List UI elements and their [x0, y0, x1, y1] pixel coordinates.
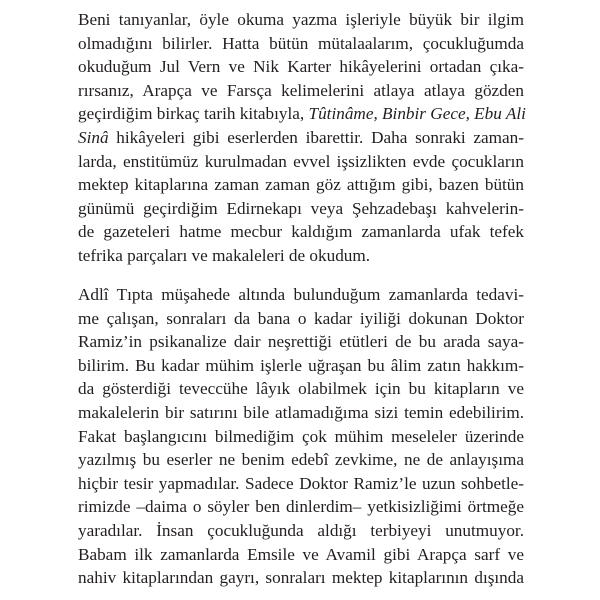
- italic-title-text: Tûtinâme, Binbir Gece, Ebu Ali: [308, 104, 526, 124]
- text-line: Babam ilk zamanlarda Emsile ve Avamil gibi Arapça sarf ve: [78, 544, 524, 564]
- text-line: rimizde –daima o söyler ben dinlerdim– yetkisizliğimi örtmeğe: [78, 497, 524, 517]
- text-line: makalelerin bir satırını bile atlamadığıma sizi temin edebilirim.: [78, 402, 524, 422]
- text-line: me çalışan, sonraları da bana o kadar iyiliği dokunan Doktor: [78, 308, 524, 328]
- text-line: günümü geçirdiğim Edirnekapı veya Şehzadebaşı kahvelerin-: [78, 198, 524, 218]
- text-line: bilirim. Bu kadar mühim işlerle uğraşan bu âlim zatın hakkım-: [78, 355, 524, 375]
- text-line: geçirdiğim birkaç tarih kitabıyla, Tûtinâme, Binbir Gece, Ebu Ali: [78, 104, 526, 124]
- text-line: Beni tanıyanlar, öyle okuma yazma işleriyle büyük bir ilgim: [78, 10, 524, 29]
- text-line: tefrika parçaları ve makaleleri de okudum.: [78, 245, 371, 265]
- text-line: Fakat başlangıcını bilmediğim çok mühim meseleler üzerinde: [78, 426, 524, 446]
- text-line: hiçbir tesir yapmadılar. Sadece Doktor Ramiz’le uzun sohbetle-: [78, 473, 524, 493]
- text-line: larda, enstitümüz kurulmadan evvel işsizlikten evde çocukların: [78, 151, 524, 171]
- text-line: yaradılar. İnsan çocukluğunda aldığı terbiyeyi unutmuyor.: [78, 520, 524, 540]
- text-line: yazılmış bu eserler ne benim edebî zevkime, ne de anlayışıma: [78, 450, 524, 470]
- paragraph-1: [78, 8, 524, 268]
- italic-title-text: Sinâ: [78, 127, 109, 147]
- text-line: Ramiz’in psikanalize dair neşrettiği etütleri de bu arada saya-: [78, 332, 524, 352]
- text-line: Sinâ hikâyeleri gibi eserlerden ibarettir. Daha sonraki zaman-: [78, 127, 524, 147]
- text-line: olmadığını bilirler. Hatta bütün mütalaalarım, çocukluğumda: [78, 33, 524, 53]
- paragraph-2: [78, 283, 524, 590]
- text-line: de gazeteleri hatme mecbur kaldığım zamanlarda ufak tefek: [78, 222, 524, 242]
- text-line: nahiv kitaplarından gayrı, sonraları mektep kitaplarının dışında: [78, 568, 524, 588]
- text-line: rırsanız, Arapça ve Farsça kelimelerini atlaya atlaya gözden: [78, 80, 524, 100]
- text-line: da gösterdiği teveccühe lâyık olabilmek için bu kitapların ve: [78, 379, 524, 399]
- text-line: okuduğum Jul Vern ve Nik Karter hikâyelerini ortadan çıka-: [78, 57, 524, 77]
- text-line: Adlî Tıpta müşahede altında bulunduğum zamanlarda tedavi-: [78, 285, 524, 304]
- text-line: mektep kitaplarına zaman zaman göz attığım gibi, bazen bütün: [78, 175, 524, 195]
